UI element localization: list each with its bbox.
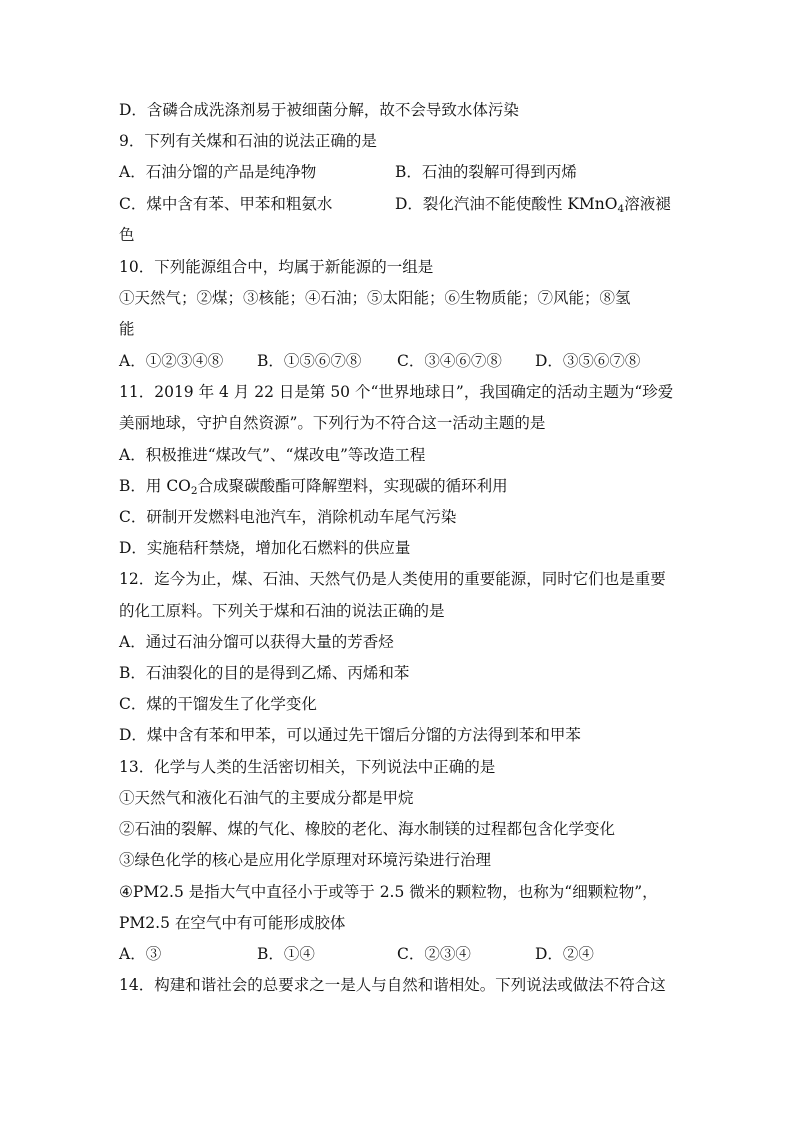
q13-statement-4-line1: ④PM2.5 是指大气中直径小于或等于 2.5 微米的颗粒物，也称为“细颗粒物”， bbox=[119, 883, 658, 901]
q9-options-cd bbox=[119, 189, 679, 220]
q11-option-b bbox=[119, 471, 679, 502]
q11-option-b-subscript: 2 bbox=[190, 485, 198, 497]
q11-option-b-text: B．用 CO bbox=[119, 477, 191, 495]
q14-stem-line1: 14．构建和谐社会的总要求之一是人与自然和谐相处。下列说法或做法不符合这 bbox=[119, 976, 666, 994]
q13-option-d: D．②④ bbox=[535, 945, 594, 963]
q12-option-c: C．煤的干馏发生了化学变化 bbox=[119, 695, 317, 713]
q13-stem: 13．化学与人类的生活密切相关，下列说法中正确的是 bbox=[119, 758, 496, 776]
q9-option-d-subscript: 4 bbox=[617, 203, 625, 215]
q12-stem-line2: 的化工原料。下列关于煤和石油的说法正确的是 bbox=[119, 602, 445, 620]
q12-option-d: D．煤中含有苯和甲苯，可以通过先干馏后分馏的方法得到苯和甲苯 bbox=[119, 726, 581, 744]
q11-option-d: D．实施秸秆禁烧，增加化石燃料的供应量 bbox=[119, 539, 411, 557]
q13-statement-4-line2: PM2.5 在空气中有可能形成胶体 bbox=[119, 914, 346, 932]
q10-options bbox=[119, 346, 679, 377]
q11-stem-line2: 美丽地球，守护自然资源”。下列行为不符合这一活动主题的是 bbox=[119, 414, 546, 432]
q9-option-d bbox=[395, 189, 671, 220]
q11-option-b-tail: 合成聚碳酸酯可降解塑料，实现碳的循环利用 bbox=[197, 477, 508, 495]
q8-option-d: D．含磷合成洗涤剂易于被细菌分解，故不会导致水体污染 bbox=[119, 101, 519, 119]
q13-option-b: B．①④ bbox=[257, 945, 315, 963]
q13-options bbox=[119, 939, 679, 970]
q10-stem: 10．下列能源组合中，均属于新能源的一组是 bbox=[119, 258, 434, 276]
q9-option-d-text: D．裂化汽油不能使酸性 KMnO bbox=[395, 195, 618, 213]
q9-option-d-tail: 溶液褪 bbox=[624, 195, 671, 213]
q9-option-b: B．石油的裂解可得到丙烯 bbox=[395, 163, 577, 181]
q13-statement-2: ②石油的裂解、煤的气化、橡胶的老化、海水制镁的过程都包含化学变化 bbox=[119, 820, 616, 838]
q13-statement-1: ①天然气和液化石油气的主要成分都是甲烷 bbox=[119, 789, 414, 807]
q10-list-line2: 能 bbox=[119, 320, 135, 338]
q11-stem-line1: 11．2019 年 4 月 22 日是第 50 个“世界地球日”，我国确定的活动主题为“珍爱 bbox=[119, 383, 674, 401]
q13-option-a: A．③ bbox=[119, 945, 162, 963]
q10-list-line1: ①天然气；②煤；③核能；④石油；⑤太阳能；⑥生物质能；⑦风能；⑧氢 bbox=[119, 289, 631, 307]
q9-option-d-wrap: 色 bbox=[119, 226, 135, 244]
q12-option-b: B．石油裂化的目的是得到乙烯、丙烯和苯 bbox=[119, 664, 410, 682]
q10-option-a: A．①②③④⑧ bbox=[119, 352, 224, 370]
q9-option-a: A．石油分馏的产品是纯净物 bbox=[119, 163, 317, 181]
q12-option-a: A．通过石油分馏可以获得大量的芳香烃 bbox=[119, 633, 394, 651]
q10-option-b: B．①⑤⑥⑦⑧ bbox=[257, 352, 362, 370]
q9-options-ab bbox=[119, 157, 679, 188]
q11-option-a: A．积极推进“煤改气”、“煤改电”等改造工程 bbox=[119, 446, 426, 464]
q13-option-c: C．②③④ bbox=[397, 945, 471, 963]
q11-option-c: C．研制开发燃料电池汽车，消除机动车尾气污染 bbox=[119, 508, 457, 526]
q9-stem: 9．下列有关煤和石油的说法正确的是 bbox=[119, 132, 377, 150]
q10-option-d: D．③⑤⑥⑦⑧ bbox=[535, 352, 641, 370]
q12-stem-line1: 12．迄今为止，煤、石油、天然气仍是人类使用的重要能源，同时它们也是重要 bbox=[119, 570, 666, 588]
q13-statement-3: ③绿色化学的核心是应用化学原理对环境污染进行治理 bbox=[119, 851, 492, 869]
q9-option-c: C．煤中含有苯、甲苯和粗氨水 bbox=[119, 195, 333, 213]
q10-option-c: C．③④⑥⑦⑧ bbox=[397, 352, 502, 370]
